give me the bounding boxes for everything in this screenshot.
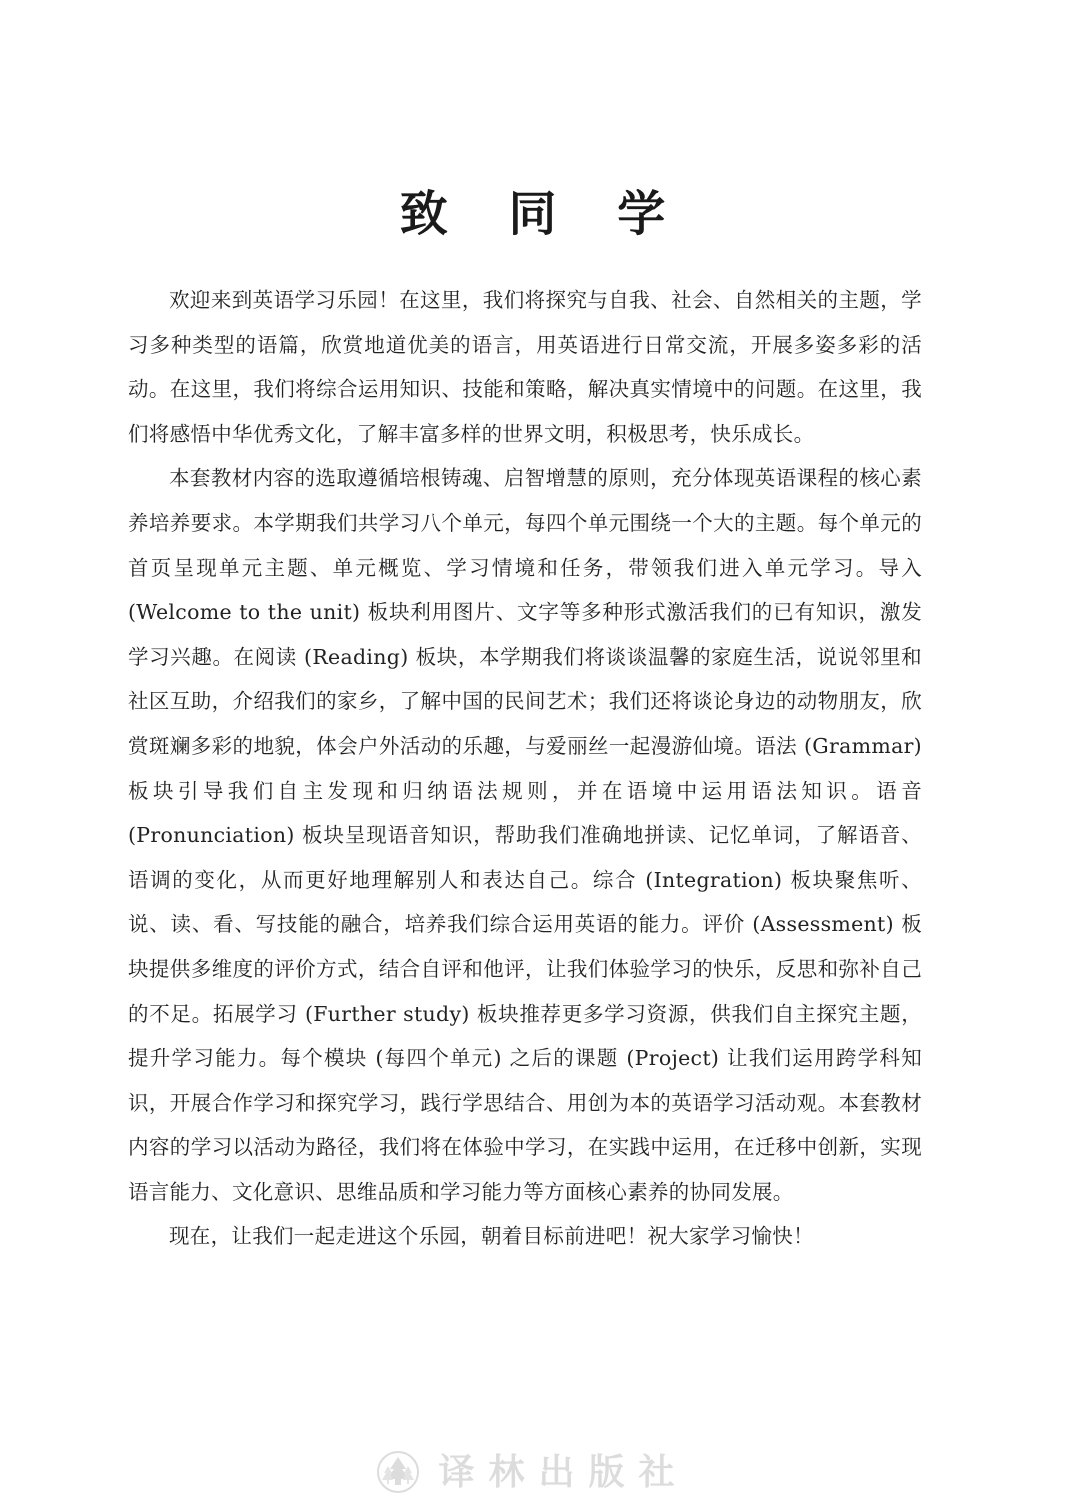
publisher-name: 译林出版社 [438, 1451, 689, 1493]
paragraph-welcome: 欢迎来到英语学习乐园！在这里，我们将探究与自我、社会、自然相关的主题，学习多种类型的语篇，欣赏地道优美的语言，用英语进行日常交流，开展多姿多彩的活动。在这里，我们将综合运用知识、技能和策略，解决真实情境中的问题。在这里，我们将感悟中华优秀文化，了解丰富多样的世界文明，积极思考，快乐成长。 [128, 288, 922, 446]
pine-tree-logo-icon [376, 1450, 420, 1494]
paragraph-textbook-overview: 本套教材内容的选取遵循培根铸魂、启智增慧的原则，充分体现英语课程的核心素养培养要求。本学期我们共学习八个单元，每四个单元围绕一个大的主题。每个单元的首页呈现单元主题、单元概览、学习情境和任务，带领我们进入单元学习。导入 (Welcome to the unit) 板块利用图片、文字等多种形式激活我们的已有知识，激发学习兴趣。在阅读 (Reading) 板块，本学期我们将谈谈温馨的家庭生活，说说邻里和社区互助，介绍我们的家乡，了解中国的民间艺术；我们还将谈论身边的动物朋友，欣赏斑斓多彩的地貌，体会户外活动的乐趣，与爱丽丝一起漫游仙境。语法 (Grammar) 板块引导我们自主发现和归纳语法规则，并在语境中运用语法知识。语音 (Pronunciation) 板块呈现语音知识，帮助我们准确地拼读、记忆单词，了解语音、语调的变化，从而更好地理解别人和表达自己。综合 (Integration) 板块聚焦听、说、读、看、写技能的融合，培养我们综合运用英语的能力。评价 (Assessment) 板块提供多维度的评价方式，结合自评和他评，让我们体验学习的快乐，反思和弥补自己的不足。拓展学习 (Further study) 板块推荐更多学习资源，供我们自主探究主题，提升学习能力。每个模块 (每四个单元) 之后的课题 (Project) 让我们运用跨学科知识，开展合作学习和探究学习，践行学思结合、用创为本的英语学习活动观。本套教材内容的学习以活动为路径，我们将在体验中学习，在实践中运用，在迁移中创新，实现语言能力、文化意识、思维品质和学习能力等方面核心素养的协同发展。 [128, 466, 922, 1204]
publisher-footer [0, 1444, 1065, 1500]
page-title: 致 同 学 [399, 186, 688, 243]
letter-body [128, 278, 922, 1259]
paragraph-closing: 现在，让我们一起走进这个乐园，朝着目标前进吧！祝大家学习愉快！ [169, 1224, 814, 1249]
